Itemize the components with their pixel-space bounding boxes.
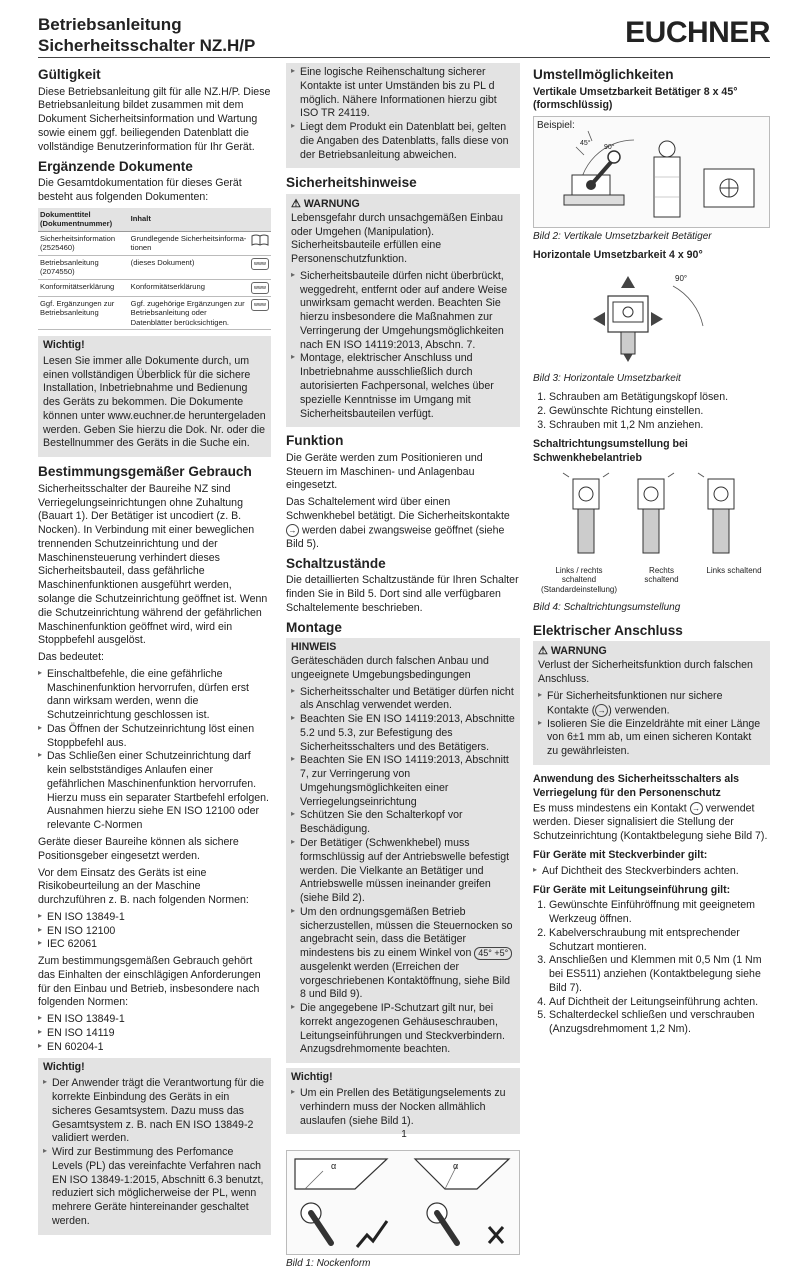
list-item: ▸ Das Schließen einer Schutzeinrichtung darf kein selbstständiges Anlaufen einer gefährlichen Maschinenfunktion hervorrufen. Hierzu muss ein separater Startbefehl erfolgen. Ausnahmen hierzu siehe EN ISO 12100 oder relevante C-Normen [38,750,271,833]
steps-adjust [549,391,770,432]
list-item: ▸ Der Anwender trägt die Verantwortung für die korrekte Einbindung des Geräts in ein sicheres Gesamtsystem. Dazu muss das Gesamtsystem z. B. nach EN ISO 13849-2 validiert werden. [43,1077,266,1146]
list-item: ▸ Liegt dem Produkt ein Datenblatt bei, gelten die Angaben des Datenblatts, falls diese von der Betriebsanleitung abweichen. [291,121,515,162]
notice-box: HINWEIS Geräteschäden durch falschen Anbau und ungeeignete Umgebungsbedingungen ▸ Sicherheitsschalter und Betätiger dürfen nicht als Anschlag verwendet werden. ▸ Beachten Sie EN ISO 14119:2013, Abschnitte 5.2 und 5.3, zur Befestigung des Sicherheitsschalters und des Betätigers. ▸ Beachten Sie EN ISO 14119:2013, Abschnitt 7, zur Verringerung von Umgehungsmöglichkeiten einer Verriegelungseinrichtung ▸ Schützen Sie den Schalterkopf vor Beschädigung. ▸ Der Betätiger (Schwenkhebel) muss formschlüssig auf der Antriebswelle befestigt werden. Die Vielkante an Betätiger und Antriebswelle müssen ineinander greifen (siehe Bild 2). ▸ Um den ordnungsgemäßen Betrieb sicherzustellen, müssen die Steuernocken so angebracht sein, dass die Betätiger mindestens bis zu einem Winkel von 45° +5° ausgelenkt werden (Erreichen der vorgeschriebenen Kontaktöffnung, siehe Bild 8 und Bild 9). ▸ Die angegebene IP-Schutzart gilt nur, bei korrekt angezogenen Gehäuseschrauben, Leitungseinführungen und Steckverbindern. Anzugsdrehmomente beachten. [286,638,520,1063]
heading-ergaenzende: Ergänzende Dokumente [38,158,193,174]
heading-sicherheit: Sicherheitshinweise [286,175,417,191]
list-item: 3. Schrauben mit 1,2 Nm anziehen. [549,419,770,433]
document-header [38,14,255,56]
list-item: 2. Gewünschte Richtung einstellen. [549,405,770,419]
list-item: ▸ EN ISO 13849-1 [38,911,271,925]
header-divider [38,57,770,58]
angle-90-horizontal-label: 90° [675,273,688,283]
list-item: ▸ IEC 62061 [38,938,271,952]
figure-1-caption: Bild 1: Nockenform [286,1258,371,1270]
list-item: ▸ EN ISO 12100 [38,925,271,939]
www-icon: www [251,282,269,294]
header-line-1: Betriebsanleitung [38,15,182,34]
heading-schaltzustaende: Schaltzustände [286,555,386,571]
heading-gueltigkeit: Gültigkeit [38,67,101,82]
table-header-title: Dokumenttitel (Dokumentnummer) [38,208,129,231]
label-left: Links schaltend [706,565,762,575]
positive-opening-icon: → [690,802,703,815]
important-box-1: Wichtig! Lesen Sie immer alle Dokumente durch, um einen vollständigen Überblick für die sichere Installation, Inbetriebnahme und Bedienung des Geräts zu bekommen. Die Dokumente können unter www.euchner.de heruntergeladen werden. Geben Sie hierzu die Dok. Nr. oder die Bestellnummer des Geräts in die Suche ein. [38,336,271,457]
list-item: ▸ Beachten Sie EN ISO 14119:2013, Abschnitte 5.2 und 5.3, zur Befestigung des Sicherheitsschalters und des Betätigers. [291,713,515,754]
list-item: ▸ EN ISO 13849-1 [38,1013,271,1027]
list-item: 2. Kabelverschraubung mit entsprechender Schutzart montieren. [549,927,770,955]
heading-umstell: Umstellmöglichkeiten [533,67,674,82]
horizontal-actuator-diagram [533,266,768,370]
angle-badge: 45° +5° [474,947,512,960]
figure-4-switching-direction [533,469,770,599]
table-row: Ggf. Ergänzungen zur Betriebsanleitung Ggf. zugehörige Ergänzungen zur Betriebsanleitung oder Datenblätter berücksichtigen. www [38,296,271,329]
list-item: ▸ Die angegebene IP-Schutzart gilt nur, bei korrekt angezogenen Gehäuseschrauben, Leitungseinführungen und Steckverbindern. Anzugsdrehmomente beachten. [291,1002,515,1057]
column-3: Umstellmöglichkeiten Vertikale Umsetzbarkeit Betätiger 8 x 45° (formschlüssig) Beispiel: 45° 90° Bild 2: Vertikale Umsetzbarkeit Betätiger Horizontale Umsetzbarkeit 4 x 90° 90° Bild 3: Horizontale Umsetzbarkeit 1. Schrauben am Betätigungskopf lösen. 2. Gewünschte Richtung einstellen. 3. Schrauben mit 1,2 Nm anziehen. Schaltrichtungsumstellung bei Schwenkhebelantrieb Links / rechts schaltend (Standardeinstellung) Rechts schaltend Links schaltend Bild 4: Schaltrichtungsumstellung Elektrischer Anschluss ⚠ WARNUNG Verlust der Sicherheitsfunktion durch falschen Anschluss. ▸ Für Sicherheitsfunktionen nur sichere Kontakte ( → ) verwenden. ▸ Isolieren Sie die Einzeldrähte mit einer Länge von 6±1 mm ab, um einen sicheren Kontakt zu gewährleisten. Anwendung des Sicherheitsschalters als Verriegelung für den Personenschutz Es muss mindestens ein Kontakt → verwendet werden. Dieser signalisiert die Stellung der Schutzeinrichtung (Kontaktbelegung siehe Bild 7). Für Geräte mit Steckverbinder gilt: ▸ Auf Dichtheit des Steckverbinders achten. Für Geräte mit Leitungseinführung gilt: 1. Gewünschte Einführöffnung mit geeignetem Werkzeug öffnen. 2. Kabelverschraubung mit entsprechender Schutzart montieren. 3. Anschließen und Klemmen mit 0,5 Nm (1 Nm bei ES511) anziehen (Kontaktbelegung siehe Bild 7). 4. Auf Dichtheit der Leitungseinführung achten. 5. Schalterdeckel schließen und verschrauben (Anzugsdrehmoment 1,2 Nm). [533,63,770,1040]
list-item: ▸ Einschaltbefehle, die eine gefährliche Maschinenfunktion hervorrufen, dürfen erst dann wirksam werden, wenn die Schutzeinrichtung geschlossen ist. [38,668,271,723]
warning-box-1: ⚠ WARNUNG Lebensgefahr durch unsachgemäßen Einbau oder Umgehen (Manipulation). Sicherheitsbauteile erfüllen eine Personenschutzfunktion. ▸ Sicherheitsbauteile dürfen nicht überbrückt, weggedreht, entfernt oder auf andere Weise unwirksam gemacht werden. Beachten Sie hierzu insbesondere die Maßnahmen zur Verringerung der Umgehungsmöglichkeiten nach EN ISO 14119:2013, Abschn. 7. ▸ Montage, elektrischer Anschluss und Inbetriebnahme ausschließlich durch autorisierten Fachpersonal, welches über spezielle Kenntnisse im Umgang mit Sicherheitsbauteilen verfügt. [286,194,520,427]
cam-diagram [287,1151,519,1254]
table-row: Sicherheitsinformation (2525460) Grundlegende Sicherheitsinforma-tionen [38,231,271,255]
heading-elektrisch: Elektrischer Anschluss [533,622,683,638]
figure-3-caption: Bild 3: Horizontale Umsetzbarkeit [533,372,681,384]
important-box-2: Wichtig! ▸ Der Anwender trägt die Verantwortung für die korrekte Einbindung des Geräts in ein sicheres Gesamtsystem. Dazu muss das Gesamtsystem z. B. nach EN ISO 13849-2 validiert werden. ▸ Wird zur Bestimmung des Perfomance Levels (PL) das vereinfachte Verfahren nach EN ISO 13849-1:2015, Abschnitt 6.3 benutzt, reduziert sich möglicherweise der PL, wenn mehrere Geräte hintereinander geschaltet werden. [38,1058,271,1234]
figure-3-horizontal [533,266,770,370]
book-icon [251,234,269,246]
list-item: ▸ Montage, elektrischer Anschluss und Inbetriebnahme ausschließlich durch autorisierten Fachpersonal, welches über spezielle Kenntnisse im Umgang mit Sicherheitsbauteilen verfügt. [291,352,515,421]
list-item: ▸ Eine logische Reihenschaltung sicherer Kontakte ist unter Umständen bis zu PL d möglich. Nähere Informationen hierzu gibt ISO TR 24119. [291,66,515,121]
figure-2-caption: Bild 2: Vertikale Umsetzbarkeit Betätiger [533,231,712,243]
www-icon: www [251,258,269,270]
list-item: ▸ Sicherheitsbauteile dürfen nicht überbrückt, weggedreht, entfernt oder auf andere Weise unwirksam gemacht werden. Beachten Sie hierzu insbesondere die Maßnahmen zur Verringerung der Umgehungsmöglichkeiten nach EN ISO 14119:2013, Abschn. 7. [291,270,515,353]
list-item: ▸ Um ein Prellen des Betätigungselements zu verhindern muss der Nocken allmählich auslaufen (siehe Bild 1). [291,1087,515,1128]
list-item: 1. Schrauben am Betätigungskopf lösen. [549,391,770,405]
list-item: ▸ EN ISO 14119 [38,1027,271,1041]
list-item: ▸ Isolieren Sie die Einzeldrähte mit einer Länge von 6±1 mm ab, um einen sicheren Kontakt zu gewährleisten. [538,718,765,759]
list-item: ▸ Das Öffnen der Schutzeinrichtung löst einen Stoppbefehl aus. [38,723,271,751]
list-item: ▸ Wird zur Bestimmung des Perfomance Levels (PL) das vereinfachte Verfahren nach EN ISO 13849-1:2015, Abschnitt 6.3 benutzt, reduziert sich möglicherweise der PL, wenn mehrere Geräte hintereinander geschaltet werden. [43,1146,266,1229]
list-item: ▸ EN 60204-1 [38,1041,271,1055]
heading-montage: Montage [286,619,342,635]
figure-4-caption: Bild 4: Schaltrichtungsumstellung [533,601,681,613]
www-icon: www [251,299,269,311]
list-item: ▸ Auf Dichtheit des Steckverbinders achten. [533,865,770,879]
positive-opening-icon: → [595,704,608,717]
warning-triangle-icon: ⚠ [538,645,548,658]
table-header-content: Inhalt [129,208,249,231]
angle-45-label: 45° [580,140,591,148]
fig1-alpha-left: α [331,1161,337,1172]
example-label: Beispiel: [537,120,575,132]
important-box-3: Wichtig! ▸ Um ein Prellen des Betätigungselements zu verhindern muss der Nocken allmählich auslaufen (siehe Bild 1). [286,1068,520,1134]
figure-2-vertical [533,116,770,228]
label-left-right: Links / rechts schaltend (Standardeinstellung) [540,565,618,594]
heading-bestimmung: Bestimmungsgemäßer Gebrauch [38,464,252,480]
page-number: 1 [401,1129,407,1140]
heading-funktion: Funktion [286,433,344,449]
warning-box-2: ⚠ WARNUNG Verlust der Sicherheitsfunktion durch falschen Anschluss. ▸ Für Sicherheitsfunktionen nur sichere Kontakte ( → ) verwenden. ▸ Isolieren Sie die Einzeldrähte mit einer Länge von 6±1 mm ab, um einen sicheren Kontakt zu gewährleisten. [533,641,770,764]
table-row: Konformitätserklärung Konformitätserklärung www [38,279,271,296]
important-continued-box [286,63,520,168]
label-right: Rechts schaltend [644,565,679,585]
documents-table [38,208,271,330]
list-bestimmung [38,668,271,833]
list-item: ▸ Der Betätiger (Schwenkhebel) muss formschlüssig auf der Antriebswelle befestigt werden. Die Vielkante an Betätiger und Antriebswelle müssen ineinander greifen (siehe Bild 2). [291,837,515,906]
euchner-logo: EUCHNER [625,16,770,49]
column-2: ▸ Eine logische Reihenschaltung sicherer Kontakte ist unter Umständen bis zu PL d möglich. Nähere Informationen hierzu gibt ISO TR 24119. ▸ Liegt dem Produkt ein Datenblatt bei, gelten die Angaben des Datenblatts, falls diese von der Betriebsanleitung abweichen. Sicherheitshinweise ⚠ WARNUNG Lebensgefahr durch unsachgemäßen Einbau oder Umgehen (Manipulation). Sicherheitsbauteile erfüllen eine Personenschutzfunktion. ▸ Sicherheitsbauteile dürfen nicht überbrückt, weggedreht, entfernt oder auf andere Weise unwirksam gemacht werden. Beachten Sie hierzu insbesondere die Maßnahmen zur Verringerung der Umgehungsmöglichkeiten nach EN ISO 14119:2013, Abschn. 7. ▸ Montage, elektrischer Anschluss und Inbetriebnahme ausschließlich durch autorisierten Fachpersonal, welches über spezielle Kenntnisse im Umgang mit Sicherheitsbauteilen verfügt. Funktion Die Geräte werden zum Positionieren und Steuern im Maschinen- und Anlagenbau eingesetzt. Das Schaltelement wird über einen Schwenkhebel betätigt. Die Sicherheitskontakte → werden dabei zwangsweise geöffnet (siehe Bild 5). Schaltzustände Die detaillierten Schaltzustände für Ihren Schalter finden Sie in Bild 5. Dort sind alle verfügbaren Schaltelemente beschrieben. Montage HINWEIS Geräteschäden durch falschen Anbau und ungeeignete Umgebungsbedingungen ▸ Sicherheitsschalter und Betätiger dürfen nicht als Anschlag verwendet werden. ▸ Beachten Sie EN ISO 14119:2013, Abschnitte 5.2 und 5.3, zur Befestigung des Sicherheitsschalters und des Betätigers. ▸ Beachten Sie EN ISO 14119:2013, Abschnitt 7, zur Verringerung von Umgehungsmöglichkeiten einer Verriegelungseinrichtung ▸ Schützen Sie den Schalterkopf vor Beschädigung. ▸ Der Betätiger (Schwenkhebel) muss formschlüssig auf der Antriebswelle befestigt werden. Die Vielkante an Betätiger und Antriebswelle müssen ineinander greifen (siehe Bild 2). ▸ Um den ordnungsgemäßen Betrieb sicherzustellen, müssen die Steuernocken so angebracht sein, dass die Betätiger mindestens bis zu einem Winkel von 45° +5° ausgelenkt werden (Erreichen der vorgeschriebenen Kontaktöffnung, siehe Bild 8 und Bild 9). ▸ Die angegebene IP-Schutzart gilt nur, bei korrekt angezogenen Gehäuseschrauben, Leitungseinführungen und Steckverbindern. Anzugsdrehmomente beachten. Wichtig! ▸ Um ein Prellen des Betätigungselements zu verhindern muss der Nocken allmählich auslaufen (siehe Bild 1). α α Bild 1: Nockenform [286,63,520,1276]
table-row: Betriebsanleitung (2074550) (dieses Dokument) www [38,255,271,279]
column-1: Gültigkeit Diese Betriebsanleitung gilt für alle NZ.H/P. Diese Betriebsanleitung bildet zusammen mit dem Dokument Sicherheitsinformation und Wartung sowie einem ggf. beiliegenden Datenblatt die vollständige Benutzerinformation für Ihr Gerät. Ergänzende Dokumente Die Gesamtdokumentation für dieses Gerät besteht aus folgenden Dokumenten: Dokumenttitel (Dokumentnummer) Inhalt Sicherheitsinformation (2525460) Grundlegende Sicherheitsinforma-tionen Betriebsanleitung (2074550) (dieses Dokument) www Konformitätserklärung Konformitätserklärung www Ggf. Ergänzungen zur Betriebsanleitung Ggf. zugehörige Ergänzungen zur Betriebsanleitung oder Datenblätter berücksichtigen. www Wichtig! Lesen Sie immer alle Dokumente durch, um einen vollständigen Überblick für die sichere Installation, Inbetriebnahme und Bedienung des Geräts zu bekommen. Die Dokumente können unter www.euchner.de heruntergeladen werden. Geben Sie hierzu die Dok. Nr. oder die Bestellnummer des Geräts in die Suche ein. Bestimmungsgemäßer Gebrauch Sicherheitsschalter der Baureihe NZ sind Verriegelungseinrichtungen ohne Zuhaltung (Bauart 1). Der Betätiger ist uncodiert (z. B. Nocken). In Verbindung mit einer beweglichen trennenden Schutzeinrichtung und der Maschinensteuerung verhindert dieses Sicherheitsbauteil, dass gefährliche Maschinenfunktionen ausgeführt werden, solange die Schutzeinrichtung geöffnet ist. Wenn die Schutzeinrichtung während der gefährlichen Maschinenfunktion geöffnet wird, wird ein Stoppbefehl ausgelöst. Das bedeutet: ▸ Einschaltbefehle, die eine gefährliche Maschinenfunktion hervorrufen, dürfen erst dann wirksam werden, wenn die Schutzeinrichtung geschlossen ist. ▸ Das Öffnen der Schutzeinrichtung löst einen Stoppbefehl aus. ▸ Das Schließen einer Schutzeinrichtung darf kein selbstständiges Anlaufen einer gefährlichen Maschinenfunktion hervorrufen. Hierzu muss ein separater Startbefehl erfolgen. Ausnahmen hierzu siehe EN ISO 12100 oder relevante C-Normen Geräte dieser Baureihe können als sichere Positionsgeber eingesetzt werden. Vor dem Einsatz des Geräts ist eine Risikobeurteilung an der Maschine durchzuführen z. B. nach folgenden Normen: ▸ EN ISO 13849-1 ▸ EN ISO 12100 ▸ IEC 62061 Zum bestimmungsgemäßen Gebrauch gehört das Einhalten der einschlägigen Anforderungen für den Einbau und Betrieb, insbesondere nach folgenden Normen: ▸ EN ISO 13849-1 ▸ EN ISO 14119 ▸ EN 60204-1 Wichtig! ▸ Der Anwender trägt die Verantwortung für die korrekte Einbindung des Geräts in ein sicheres Gesamtsystem. Dazu muss das Gesamtsystem z. B. nach EN ISO 13849-2 validiert werden. ▸ Wird zur Bestimmung des Perfomance Levels (PL) das vereinfachte Verfahren nach EN ISO 13849-1:2015, Abschnitt 6.3 benutzt, reduziert sich möglicherweise der PL, wenn mehrere Geräte hintereinander geschaltet werden. [38,63,271,1241]
header-line-2: Sicherheitsschalter NZ.H/P [38,36,256,55]
warning-triangle-icon: ⚠ [291,198,301,211]
fig1-alpha-right: α [453,1161,459,1172]
list-item: 3. Anschließen und Klemmen mit 0,5 Nm (1 Nm bei ES511) anziehen (Kontaktbelegung siehe Bild 7). [549,954,770,995]
list-item: ▸ Für Sicherheitsfunktionen nur sichere Kontakte ( → ) verwenden. [538,690,765,718]
angle-90-label: 90° [604,144,615,152]
list-item: ▸ Um den ordnungsgemäßen Betrieb sicherzustellen, müssen die Steuernocken so angebracht sein, dass die Betätiger mindestens bis zu einem Winkel von 45° +5° ausgelenkt werden (Erreichen der vorgeschriebenen Kontaktöffnung, siehe Bild 8 und Bild 9). [291,906,515,1002]
list-item: 4. Auf Dichtheit der Leitungseinführung achten. [549,996,770,1010]
figure-1-cam-shape [286,1150,520,1255]
list-item: ▸ Beachten Sie EN ISO 14119:2013, Abschnitt 7, zur Verringerung von Umgehungsmöglichkeiten einer Verriegelungseinrichtung [291,754,515,809]
positive-opening-icon: → [286,524,299,537]
list-item: 5. Schalterdeckel schließen und verschrauben (Anzugsdrehmoment 1,2 Nm). [549,1009,770,1037]
list-item: ▸ Sicherheitsschalter und Betätiger dürfen nicht als Anschlag verwendet werden. [291,686,515,714]
list-item: 1. Gewünschte Einführöffnung mit geeignetem Werkzeug öffnen. [549,899,770,927]
list-item: ▸ Schützen Sie den Schalterkopf vor Beschädigung. [291,809,515,837]
text-ergaenzende: Die Gesamtdokumentation für dieses Gerät besteht aus folgenden Dokumenten: [38,177,242,203]
vertical-actuator-diagram [534,117,769,227]
text-gueltigkeit: Diese Betriebsanleitung gilt für alle NZ.H/P. Diese Betriebsanleitung bildet zusammen mit dem Dokument Sicherheitsinformation und Wartung sowie einem ggf. beiliegenden Datenblatt die vollständige Benutzerinformation für Ihr Gerät. [38,85,271,153]
switching-direction-diagram [533,469,768,559]
